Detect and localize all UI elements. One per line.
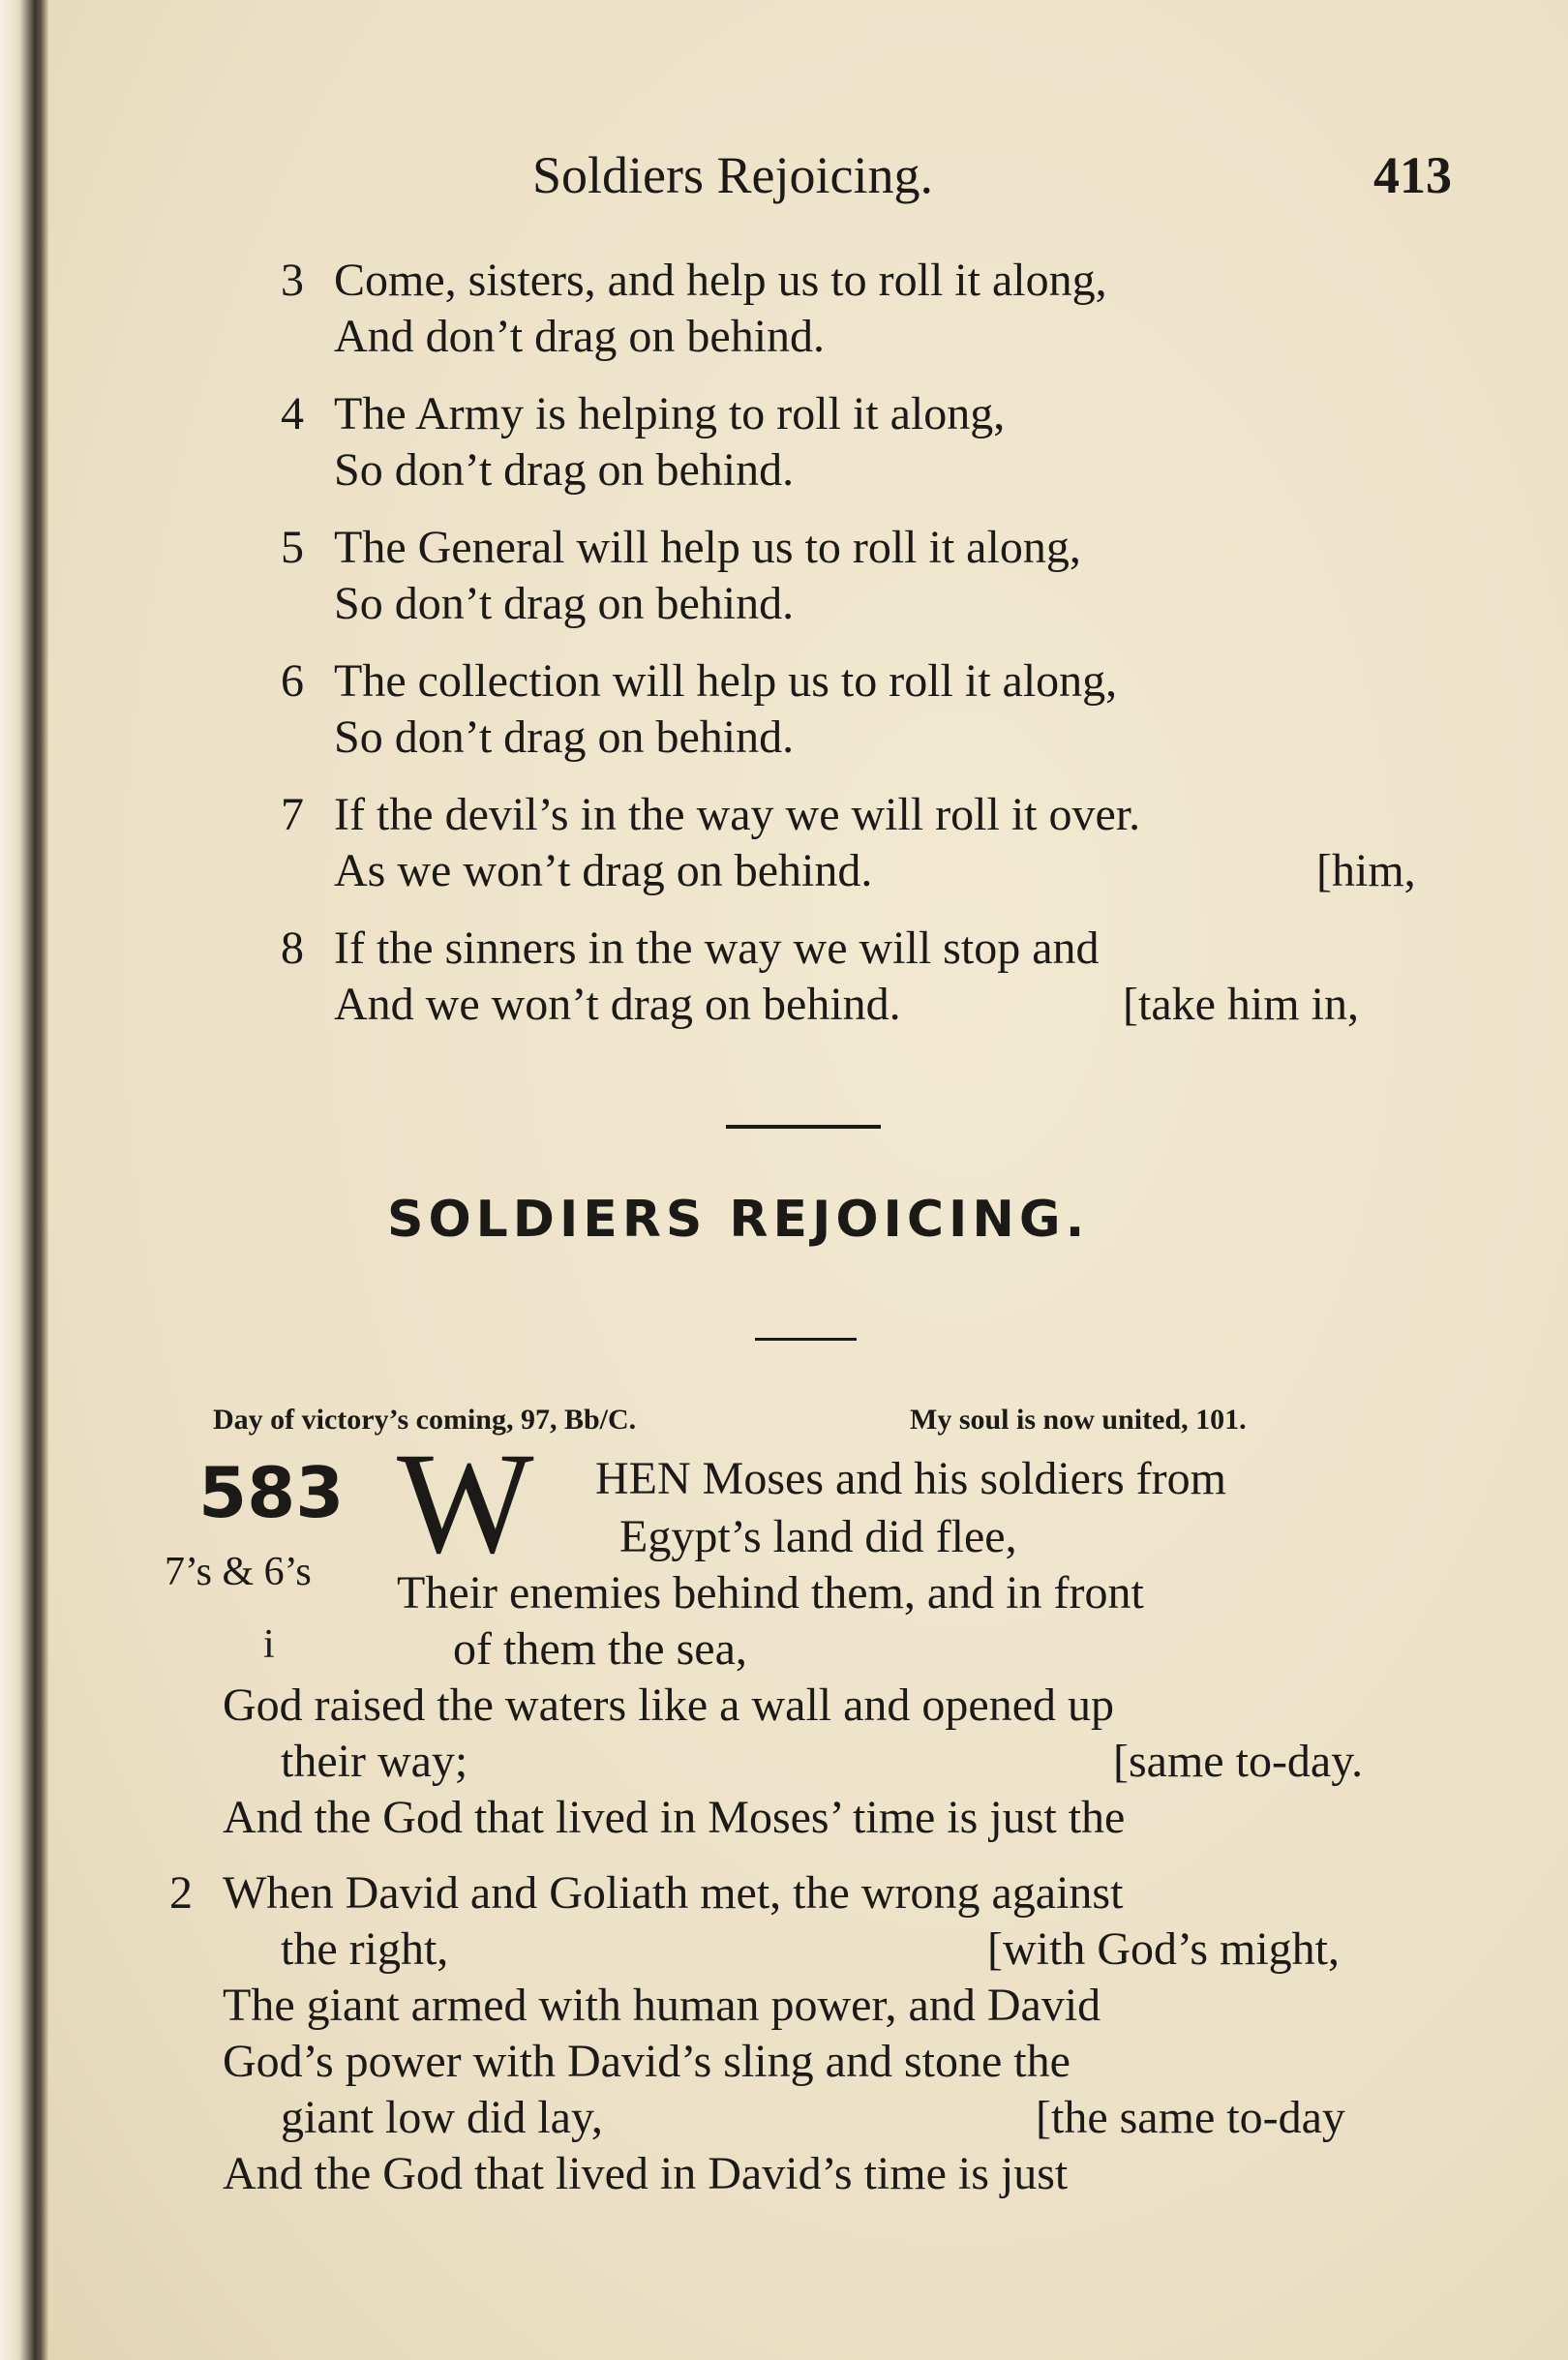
verse-line: And we won’t drag on behind. — [334, 979, 901, 1030]
page-number: 413 — [1373, 146, 1452, 204]
hymn-line: And the God that lived in David’s time is just — [223, 2148, 1069, 2199]
verse-number: 6 — [281, 655, 304, 707]
verse-line: If the devil’s in the way we will roll it over. — [334, 789, 1141, 840]
hymn-line: God raised the waters like a wall and opened up — [223, 1679, 1115, 1731]
hymn-line-tail: [same to-day. — [1113, 1736, 1364, 1787]
margin-mark: i — [263, 1622, 275, 1667]
verse-tail: [him, — [1316, 845, 1416, 896]
hymn-line: of them the sea, — [453, 1623, 747, 1675]
header-title: Soldiers Rejoicing. — [532, 146, 933, 204]
hymn-line: Their enemies behind them, and in front — [397, 1567, 1144, 1619]
verse-line: And don’t drag on behind. — [334, 311, 826, 362]
hymn-line: their way; — [281, 1736, 468, 1787]
verse-number: 8 — [281, 923, 304, 974]
hymn-line: HEN Moses and his soldiers from — [595, 1453, 1226, 1504]
verse-number: 5 — [281, 522, 304, 573]
section-title: SOLDIERS REJOICING. — [387, 1191, 1090, 1249]
drop-cap: W — [397, 1423, 534, 1584]
verse-line: The collection will help us to roll it along, — [334, 655, 1118, 707]
hymn-meter: 7’s & 6’s — [165, 1550, 312, 1594]
hymn-line: Egypt’s land did flee, — [619, 1511, 1017, 1562]
verse-number: 3 — [281, 255, 304, 306]
verse-line: The Army is helping to roll it along, — [334, 388, 1006, 439]
hymn-line: The giant armed with human power, and David — [223, 1980, 1101, 2031]
hymn-line: When David and Goliath met, the wrong against — [223, 1867, 1124, 1919]
verse-line: If the sinners in the way we will stop and — [334, 923, 1100, 974]
hymn-line: giant low did lay, — [281, 2092, 603, 2143]
divider-rule-short — [755, 1338, 857, 1341]
verse-line: So don’t drag on behind. — [334, 578, 795, 629]
hymn-number: 583 — [198, 1452, 345, 1533]
book-gutter — [0, 0, 48, 2360]
verse-line: So don’t drag on behind. — [334, 444, 795, 496]
verse-number: 4 — [281, 388, 304, 439]
hymn-line: And the God that lived in Moses’ time is just the — [223, 1792, 1126, 1843]
verse-number: 2 — [169, 1867, 193, 1919]
divider-rule — [726, 1125, 881, 1129]
verse-number: 7 — [281, 789, 304, 840]
verse-line: As we won’t drag on behind. — [334, 845, 873, 896]
tune-right: My soul is now united, 101. — [910, 1404, 1247, 1436]
verse-line: Come, sisters, and help us to roll it along, — [334, 255, 1107, 306]
hymn-line: God’s power with David’s sling and stone the — [223, 2036, 1070, 2087]
hymn-line: the right, — [281, 1923, 449, 1975]
verse-line: So don’t drag on behind. — [334, 711, 795, 763]
tune-left: Day of victory’s coming, 97, Bb/C. — [213, 1404, 637, 1436]
verse-line: The General will help us to roll it along, — [334, 522, 1081, 573]
hymn-line-tail: [with God’s might, — [987, 1923, 1341, 1975]
verse-tail: [take him in, — [1123, 979, 1359, 1030]
hymn-line-tail: [the same to-day — [1036, 2092, 1345, 2143]
